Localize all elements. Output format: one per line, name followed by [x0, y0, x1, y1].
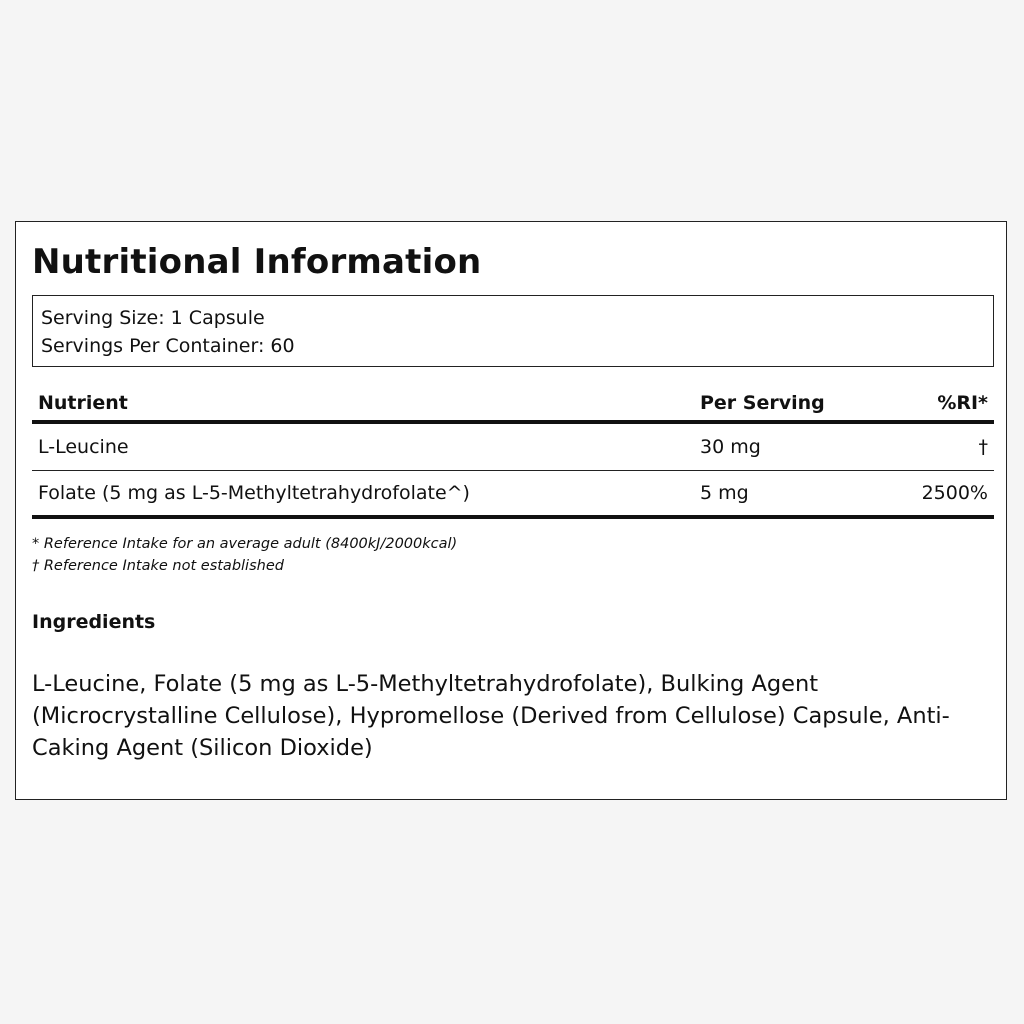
ingredients-heading: Ingredients [32, 611, 156, 633]
ingredients-list: L-Leucine, Folate (5 mg as L-5-Methyltetrahydrofolate), Bulking Agent (Microcrystalline Cellulose), Hypromellose (Derived from Cellulose) Capsule, Anti-Caking Agent (Silicon Dioxide) [32, 671, 950, 761]
servings-per-container: Servings Per Container: 60 [41, 335, 295, 357]
footnote-not-established: † Reference Intake not established [32, 558, 284, 574]
table-row [32, 422, 994, 471]
header-ri: %RI* [906, 382, 994, 422]
serving-size: Serving Size: 1 Capsule [41, 307, 265, 329]
nutrient-name: L-Leucine [32, 422, 694, 471]
nutrient-ri: 2500% [906, 471, 994, 518]
footnotes [32, 533, 457, 577]
nutrient-ri: † [906, 422, 994, 471]
table-header-row [32, 382, 994, 422]
header-nutrient: Nutrient [32, 382, 694, 422]
header-per-serving: Per Serving [694, 382, 906, 422]
nutrient-per-serving: 30 mg [694, 422, 906, 471]
nutrient-per-serving: 5 mg [694, 471, 906, 518]
serving-info-box [32, 295, 994, 367]
panel-title: Nutritional Information [32, 242, 482, 282]
nutrient-name: Folate (5 mg as L-5-Methyltetrahydrofolate^) [32, 471, 694, 518]
table-row [32, 471, 994, 518]
footnote-reference-intake: * Reference Intake for an average adult (8400kJ/2000kcal) [32, 536, 458, 552]
nutrient-table [32, 382, 994, 519]
nutrition-panel [15, 221, 1007, 800]
